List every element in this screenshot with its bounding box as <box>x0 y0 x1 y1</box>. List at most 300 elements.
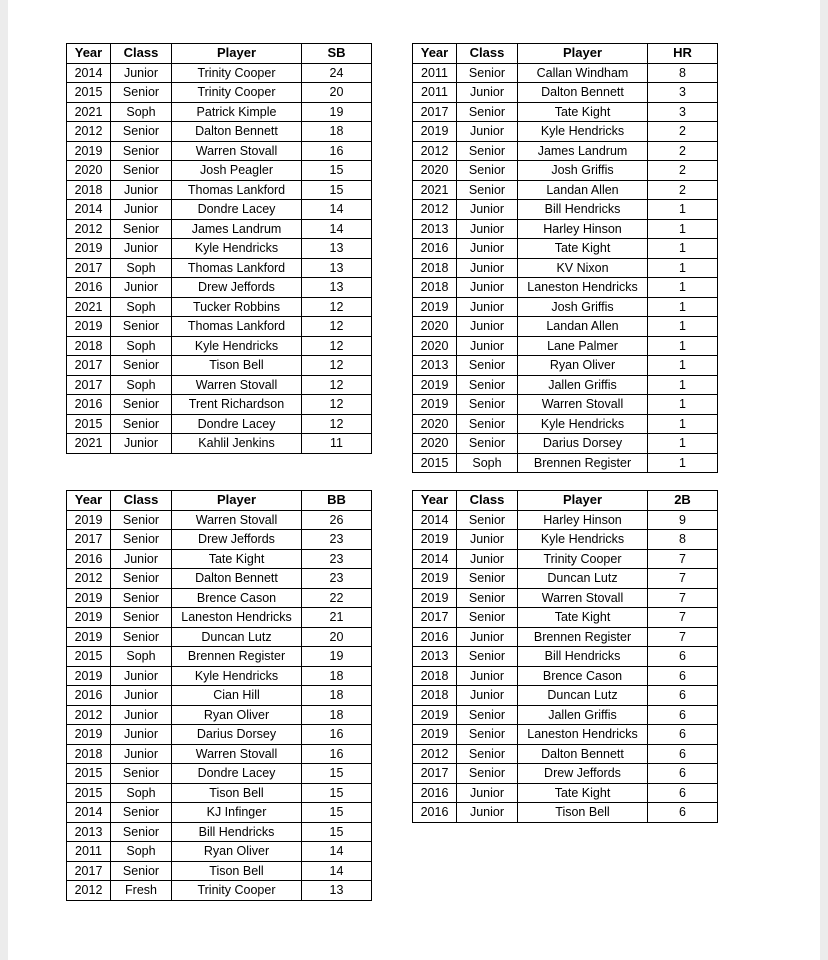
year-cell: 2012 <box>67 705 111 725</box>
player-cell: Josh Griffis <box>518 297 648 317</box>
table-row <box>67 414 372 434</box>
player-cell: Warren Stovall <box>518 588 648 608</box>
stat-cell: 9 <box>648 510 718 530</box>
stat-cell: 16 <box>302 744 372 764</box>
table-row <box>413 453 718 473</box>
table-row <box>413 783 718 803</box>
table-row <box>413 161 718 181</box>
stat-cell: 23 <box>302 549 372 569</box>
class-cell: Junior <box>457 530 518 550</box>
stat-cell: 6 <box>648 666 718 686</box>
stat-cell: 13 <box>302 239 372 259</box>
year-cell: 2017 <box>67 375 111 395</box>
year-cell: 2017 <box>67 258 111 278</box>
class-cell: Junior <box>111 725 172 745</box>
class-cell: Junior <box>457 336 518 356</box>
table-row <box>413 395 718 415</box>
table-row <box>413 180 718 200</box>
year-cell: 2019 <box>413 530 457 550</box>
player-cell: Laneston Hendricks <box>518 278 648 298</box>
year-cell: 2021 <box>67 434 111 454</box>
year-cell: 2012 <box>67 881 111 901</box>
player-cell: Drew Jeffords <box>518 764 648 784</box>
class-cell: Soph <box>111 297 172 317</box>
player-cell: Tate Kight <box>518 608 648 628</box>
class-cell: Senior <box>457 63 518 83</box>
class-cell: Senior <box>457 141 518 161</box>
player-cell: Warren Stovall <box>172 375 302 395</box>
stat-cell: 6 <box>648 803 718 823</box>
year-cell: 2015 <box>67 83 111 103</box>
table-row <box>67 842 372 862</box>
stat-cell: 20 <box>302 627 372 647</box>
table-row <box>413 764 718 784</box>
stat-cell: 23 <box>302 569 372 589</box>
table-row <box>67 395 372 415</box>
stat-cell: 1 <box>648 375 718 395</box>
class-cell: Junior <box>457 258 518 278</box>
class-cell: Senior <box>111 356 172 376</box>
year-cell: 2014 <box>67 200 111 220</box>
table-row <box>413 627 718 647</box>
class-cell: Senior <box>111 569 172 589</box>
stat-cell: 23 <box>302 530 372 550</box>
table-row <box>413 549 718 569</box>
player-cell: Tate Kight <box>518 783 648 803</box>
class-cell: Fresh <box>111 881 172 901</box>
table-row <box>67 588 372 608</box>
stat-cell: 15 <box>302 764 372 784</box>
class-cell: Junior <box>111 705 172 725</box>
stat-cell: 6 <box>648 783 718 803</box>
table-row <box>67 822 372 842</box>
year-cell: 2021 <box>67 102 111 122</box>
stat-cell: 16 <box>302 725 372 745</box>
class-cell: Soph <box>111 258 172 278</box>
player-cell: Brennen Register <box>172 647 302 667</box>
year-cell: 2021 <box>67 297 111 317</box>
column-header-year: Year <box>413 44 457 64</box>
table-row <box>67 239 372 259</box>
table-row <box>413 239 718 259</box>
year-cell: 2016 <box>413 627 457 647</box>
stat-cell: 13 <box>302 258 372 278</box>
year-cell: 2019 <box>67 627 111 647</box>
year-cell: 2013 <box>67 822 111 842</box>
stat-cell: 1 <box>648 200 718 220</box>
column-header-player: Player <box>172 491 302 511</box>
table-row <box>67 725 372 745</box>
stat-cell: 12 <box>302 297 372 317</box>
year-cell: 2012 <box>67 122 111 142</box>
year-cell: 2018 <box>67 744 111 764</box>
year-cell: 2019 <box>67 608 111 628</box>
table-row <box>413 200 718 220</box>
table-row <box>413 666 718 686</box>
player-cell: Laneston Hendricks <box>172 608 302 628</box>
class-cell: Junior <box>457 783 518 803</box>
stat-cell: 7 <box>648 608 718 628</box>
year-cell: 2014 <box>67 803 111 823</box>
player-cell: Thomas Lankford <box>172 317 302 337</box>
class-cell: Senior <box>111 822 172 842</box>
table-row <box>67 530 372 550</box>
column-header-year: Year <box>413 491 457 511</box>
class-cell: Soph <box>457 453 518 473</box>
player-cell: Ryan Oliver <box>172 842 302 862</box>
class-cell: Junior <box>111 63 172 83</box>
player-cell: Darius Dorsey <box>518 434 648 454</box>
player-cell: James Landrum <box>172 219 302 239</box>
column-header-class: Class <box>111 44 172 64</box>
stat-cell: 13 <box>302 881 372 901</box>
year-cell: 2016 <box>67 686 111 706</box>
class-cell: Senior <box>457 588 518 608</box>
stat-cell: 1 <box>648 356 718 376</box>
year-cell: 2018 <box>413 278 457 298</box>
year-cell: 2019 <box>413 375 457 395</box>
stat-cell: 12 <box>302 414 372 434</box>
stat-cell: 1 <box>648 258 718 278</box>
table-row <box>413 278 718 298</box>
player-cell: Tucker Robbins <box>172 297 302 317</box>
player-cell: Brennen Register <box>518 627 648 647</box>
table-row <box>67 608 372 628</box>
column-header-stat: HR <box>648 44 718 64</box>
table-row <box>67 764 372 784</box>
class-cell: Senior <box>457 161 518 181</box>
year-cell: 2020 <box>413 317 457 337</box>
table-row <box>67 647 372 667</box>
class-cell: Senior <box>111 764 172 784</box>
player-cell: Kahlil Jenkins <box>172 434 302 454</box>
player-cell: Trinity Cooper <box>518 549 648 569</box>
table-row <box>413 219 718 239</box>
year-cell: 2015 <box>413 453 457 473</box>
player-cell: Tison Bell <box>518 803 648 823</box>
year-cell: 2019 <box>413 588 457 608</box>
year-cell: 2016 <box>413 239 457 259</box>
column-header-player: Player <box>518 491 648 511</box>
player-cell: Warren Stovall <box>172 744 302 764</box>
column-header-year: Year <box>67 44 111 64</box>
header-row <box>67 44 372 64</box>
table-row <box>67 317 372 337</box>
player-cell: Kyle Hendricks <box>518 414 648 434</box>
column-header-stat: SB <box>302 44 372 64</box>
stat-cell: 1 <box>648 297 718 317</box>
class-cell: Senior <box>457 725 518 745</box>
table-row <box>67 180 372 200</box>
year-cell: 2011 <box>413 83 457 103</box>
class-cell: Senior <box>457 102 518 122</box>
player-cell: Dalton Bennett <box>172 122 302 142</box>
stat-cell: 12 <box>302 336 372 356</box>
class-cell: Senior <box>111 861 172 881</box>
column-header-class: Class <box>457 491 518 511</box>
table-row <box>413 686 718 706</box>
stat-cell: 7 <box>648 627 718 647</box>
class-cell: Senior <box>111 83 172 103</box>
stat-cell: 15 <box>302 161 372 181</box>
stat-cell: 20 <box>302 83 372 103</box>
class-cell: Junior <box>111 666 172 686</box>
class-cell: Junior <box>457 317 518 337</box>
class-cell: Junior <box>457 803 518 823</box>
player-cell: Jallen Griffis <box>518 705 648 725</box>
stat-cell: 6 <box>648 744 718 764</box>
year-cell: 2012 <box>413 744 457 764</box>
year-cell: 2012 <box>67 569 111 589</box>
player-cell: Kyle Hendricks <box>172 336 302 356</box>
table-row <box>67 549 372 569</box>
table-row <box>413 744 718 764</box>
stat-cell: 15 <box>302 783 372 803</box>
player-cell: Ryan Oliver <box>518 356 648 376</box>
table-row <box>67 434 372 454</box>
stat-cell: 1 <box>648 317 718 337</box>
stat-cell: 6 <box>648 686 718 706</box>
year-cell: 2019 <box>67 317 111 337</box>
player-cell: Dondre Lacey <box>172 414 302 434</box>
stolen-bases-table <box>66 43 372 454</box>
player-cell: Tate Kight <box>172 549 302 569</box>
player-cell: Callan Windham <box>518 63 648 83</box>
class-cell: Senior <box>457 744 518 764</box>
year-cell: 2016 <box>67 549 111 569</box>
year-cell: 2020 <box>67 161 111 181</box>
year-cell: 2013 <box>413 356 457 376</box>
year-cell: 2018 <box>413 666 457 686</box>
table-row <box>413 803 718 823</box>
player-cell: Brennen Register <box>518 453 648 473</box>
player-cell: Cian Hill <box>172 686 302 706</box>
player-cell: Duncan Lutz <box>172 627 302 647</box>
stat-cell: 1 <box>648 219 718 239</box>
stat-cell: 11 <box>302 434 372 454</box>
table-row <box>413 102 718 122</box>
class-cell: Senior <box>111 219 172 239</box>
stat-cell: 6 <box>648 764 718 784</box>
class-cell: Senior <box>111 627 172 647</box>
stat-cell: 19 <box>302 647 372 667</box>
class-cell: Soph <box>111 336 172 356</box>
table-row <box>413 588 718 608</box>
table-row <box>67 705 372 725</box>
year-cell: 2019 <box>413 297 457 317</box>
column-header-player: Player <box>518 44 648 64</box>
class-cell: Senior <box>111 317 172 337</box>
home-runs-table <box>412 43 718 473</box>
walks-table <box>66 490 372 901</box>
player-cell: Trinity Cooper <box>172 83 302 103</box>
column-header-player: Player <box>172 44 302 64</box>
table-row <box>413 297 718 317</box>
stat-cell: 12 <box>302 356 372 376</box>
table-row <box>413 141 718 161</box>
year-cell: 2018 <box>67 180 111 200</box>
stat-cell: 1 <box>648 414 718 434</box>
stat-cell: 3 <box>648 83 718 103</box>
year-cell: 2016 <box>413 803 457 823</box>
player-cell: Harley Hinson <box>518 510 648 530</box>
table-row <box>413 725 718 745</box>
player-cell: Drew Jeffords <box>172 278 302 298</box>
class-cell: Junior <box>111 239 172 259</box>
year-cell: 2018 <box>413 686 457 706</box>
player-cell: Trinity Cooper <box>172 881 302 901</box>
table-row <box>67 744 372 764</box>
year-cell: 2018 <box>413 258 457 278</box>
table-row <box>413 434 718 454</box>
table-row <box>67 297 372 317</box>
class-cell: Senior <box>111 395 172 415</box>
player-cell: Kyle Hendricks <box>172 666 302 686</box>
stat-cell: 1 <box>648 239 718 259</box>
class-cell: Senior <box>111 510 172 530</box>
stat-cell: 14 <box>302 200 372 220</box>
player-cell: Bill Hendricks <box>518 200 648 220</box>
year-cell: 2011 <box>67 842 111 862</box>
table-row <box>67 510 372 530</box>
class-cell: Junior <box>111 200 172 220</box>
class-cell: Junior <box>111 744 172 764</box>
class-cell: Senior <box>111 141 172 161</box>
stat-cell: 8 <box>648 63 718 83</box>
stat-cell: 1 <box>648 434 718 454</box>
class-cell: Junior <box>111 278 172 298</box>
class-cell: Senior <box>111 414 172 434</box>
table-row <box>413 530 718 550</box>
player-cell: Duncan Lutz <box>518 686 648 706</box>
class-cell: Senior <box>457 647 518 667</box>
year-cell: 2012 <box>413 200 457 220</box>
player-cell: Josh Peagler <box>172 161 302 181</box>
table-row <box>67 219 372 239</box>
year-cell: 2017 <box>67 861 111 881</box>
stat-cell: 1 <box>648 453 718 473</box>
class-cell: Junior <box>457 627 518 647</box>
table-row <box>67 258 372 278</box>
year-cell: 2018 <box>67 336 111 356</box>
class-cell: Junior <box>111 549 172 569</box>
class-cell: Junior <box>457 219 518 239</box>
class-cell: Senior <box>457 414 518 434</box>
class-cell: Junior <box>457 278 518 298</box>
column-header-class: Class <box>457 44 518 64</box>
player-cell: Josh Griffis <box>518 161 648 181</box>
table-row <box>67 356 372 376</box>
table-row <box>67 141 372 161</box>
class-cell: Senior <box>111 122 172 142</box>
player-cell: Trent Richardson <box>172 395 302 415</box>
class-cell: Junior <box>457 122 518 142</box>
year-cell: 2020 <box>413 161 457 181</box>
player-cell: Duncan Lutz <box>518 569 648 589</box>
player-cell: Warren Stovall <box>172 510 302 530</box>
class-cell: Soph <box>111 102 172 122</box>
player-cell: Ryan Oliver <box>172 705 302 725</box>
table-row <box>67 63 372 83</box>
year-cell: 2020 <box>413 336 457 356</box>
stat-cell: 7 <box>648 588 718 608</box>
player-cell: Kyle Hendricks <box>518 122 648 142</box>
player-cell: Dalton Bennett <box>518 744 648 764</box>
table-row <box>67 336 372 356</box>
class-cell: Senior <box>457 375 518 395</box>
year-cell: 2019 <box>413 395 457 415</box>
column-header-class: Class <box>111 491 172 511</box>
player-cell: Landan Allen <box>518 180 648 200</box>
stat-cell: 14 <box>302 219 372 239</box>
year-cell: 2019 <box>413 725 457 745</box>
stat-cell: 24 <box>302 63 372 83</box>
year-cell: 2015 <box>67 783 111 803</box>
player-cell: Tate Kight <box>518 102 648 122</box>
table-row <box>67 122 372 142</box>
stat-cell: 7 <box>648 569 718 589</box>
class-cell: Junior <box>457 200 518 220</box>
column-header-stat: 2B <box>648 491 718 511</box>
stat-cell: 14 <box>302 842 372 862</box>
year-cell: 2013 <box>413 647 457 667</box>
stat-cell: 2 <box>648 141 718 161</box>
class-cell: Junior <box>111 180 172 200</box>
year-cell: 2020 <box>413 434 457 454</box>
stat-cell: 18 <box>302 705 372 725</box>
table-row <box>413 608 718 628</box>
table-row <box>67 375 372 395</box>
year-cell: 2012 <box>413 141 457 161</box>
table-row <box>67 161 372 181</box>
class-cell: Senior <box>457 395 518 415</box>
table-row <box>67 102 372 122</box>
table-row <box>67 861 372 881</box>
table-row <box>67 278 372 298</box>
table-row <box>413 63 718 83</box>
year-cell: 2019 <box>413 705 457 725</box>
player-cell: Patrick Kimple <box>172 102 302 122</box>
table-row <box>413 356 718 376</box>
table-row <box>413 414 718 434</box>
table-row <box>413 317 718 337</box>
year-cell: 2016 <box>413 783 457 803</box>
year-cell: 2017 <box>413 608 457 628</box>
player-cell: Thomas Lankford <box>172 258 302 278</box>
year-cell: 2017 <box>413 764 457 784</box>
year-cell: 2019 <box>67 725 111 745</box>
player-cell: Dondre Lacey <box>172 200 302 220</box>
year-cell: 2019 <box>67 510 111 530</box>
year-cell: 2020 <box>413 414 457 434</box>
year-cell: 2019 <box>67 666 111 686</box>
player-cell: Landan Allen <box>518 317 648 337</box>
player-cell: Lane Palmer <box>518 336 648 356</box>
stat-cell: 15 <box>302 822 372 842</box>
year-cell: 2011 <box>413 63 457 83</box>
table-row <box>413 375 718 395</box>
year-cell: 2017 <box>67 356 111 376</box>
player-cell: Warren Stovall <box>172 141 302 161</box>
player-cell: Laneston Hendricks <box>518 725 648 745</box>
player-cell: KJ Infinger <box>172 803 302 823</box>
stat-cell: 26 <box>302 510 372 530</box>
class-cell: Senior <box>111 588 172 608</box>
table-row <box>413 705 718 725</box>
table-row <box>67 569 372 589</box>
year-cell: 2019 <box>413 569 457 589</box>
stat-cell: 2 <box>648 180 718 200</box>
